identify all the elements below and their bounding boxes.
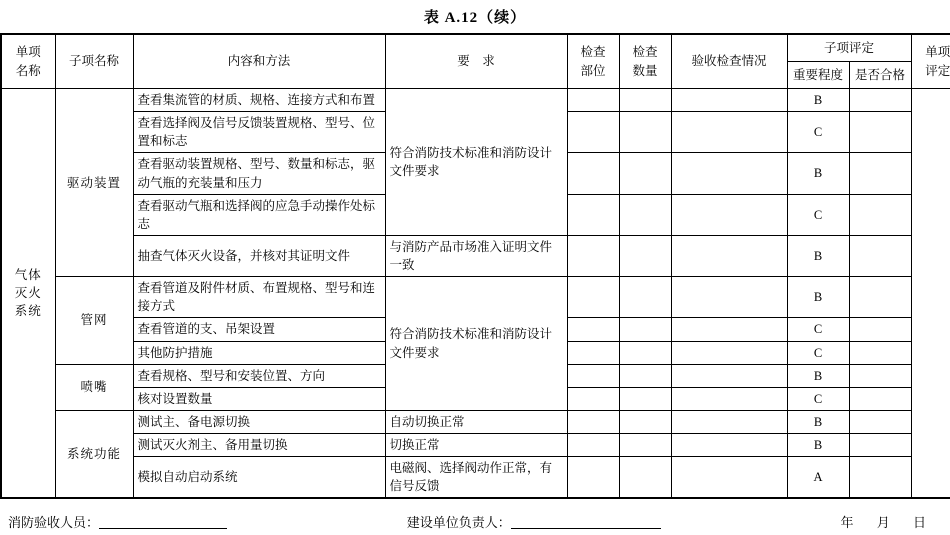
requirement-cell: 电磁阀、选择阀动作正常，有信号反馈 xyxy=(385,457,567,499)
importance-grade-cell: A xyxy=(787,457,849,499)
qualified-cell[interactable] xyxy=(849,364,911,387)
importance-grade-cell: C xyxy=(787,387,849,410)
acceptance-status-cell[interactable] xyxy=(671,410,787,433)
date-label: 年 月 日 xyxy=(840,515,936,530)
header-accept-status: 验收检查情况 xyxy=(671,34,787,89)
check-part-cell[interactable] xyxy=(567,277,619,318)
check-quantity-cell[interactable] xyxy=(619,434,671,457)
table-row xyxy=(1,89,950,112)
table-row xyxy=(1,410,950,433)
qualified-cell[interactable] xyxy=(849,341,911,364)
table-row xyxy=(1,434,950,457)
unit-leader-field xyxy=(407,512,661,531)
qualified-cell[interactable] xyxy=(849,457,911,499)
acceptance-status-cell[interactable] xyxy=(671,277,787,318)
check-part-cell[interactable] xyxy=(567,112,619,153)
unit-leader-signature-line[interactable] xyxy=(511,515,661,529)
acceptance-status-cell[interactable] xyxy=(671,112,787,153)
qualified-cell[interactable] xyxy=(849,194,911,235)
page-title: 表 A.12（续） xyxy=(423,10,527,26)
check-part-cell[interactable] xyxy=(567,364,619,387)
acceptance-status-cell[interactable] xyxy=(671,457,787,499)
header-qualified: 是否合格 xyxy=(849,62,911,89)
check-part-cell[interactable] xyxy=(567,318,619,341)
check-part-cell[interactable] xyxy=(567,457,619,499)
acceptance-status-cell[interactable] xyxy=(671,364,787,387)
qualified-cell[interactable] xyxy=(849,387,911,410)
requirement-cell: 符合消防技术标准和消防设计文件要求 xyxy=(385,89,567,236)
unit-leader-label: 建设单位负责人： xyxy=(406,515,511,530)
importance-grade-cell: B xyxy=(787,364,849,387)
content-method-cell: 查看集流管的材质、规格、连接方式和布置 xyxy=(133,89,385,112)
header-check-qty: 检查 数量 xyxy=(619,34,671,89)
importance-grade-cell: B xyxy=(787,153,849,194)
header-sub-name: 子项名称 xyxy=(55,34,133,89)
importance-grade-cell: C xyxy=(787,341,849,364)
qualified-cell[interactable] xyxy=(849,318,911,341)
check-part-cell[interactable] xyxy=(567,89,619,112)
header-importance: 重要程度 xyxy=(787,62,849,89)
check-part-cell[interactable] xyxy=(567,235,619,276)
check-quantity-cell[interactable] xyxy=(619,112,671,153)
check-quantity-cell[interactable] xyxy=(619,277,671,318)
header-requirement: 要 求 xyxy=(385,34,567,89)
header-item-name: 单项 名称 xyxy=(1,34,55,89)
check-part-cell[interactable] xyxy=(567,341,619,364)
requirement-cell: 切换正常 xyxy=(385,434,567,457)
check-part-cell[interactable] xyxy=(567,387,619,410)
requirement-cell: 自动切换正常 xyxy=(385,410,567,433)
check-quantity-cell[interactable] xyxy=(619,194,671,235)
qualified-cell[interactable] xyxy=(849,235,911,276)
table-row xyxy=(1,235,950,276)
header-check-part: 检查 部位 xyxy=(567,34,619,89)
sub-item-name-cell: 喷嘴 xyxy=(55,364,133,410)
header-item-eval: 单项 评定 xyxy=(911,34,950,89)
check-quantity-cell[interactable] xyxy=(619,410,671,433)
inspector-field xyxy=(8,512,227,531)
content-method-cell: 查看管道的支、吊架设置 xyxy=(133,318,385,341)
check-quantity-cell[interactable] xyxy=(619,235,671,276)
content-method-cell: 抽查气体灭火设备，并核对其证明文件 xyxy=(133,235,385,276)
header-sub-eval: 子项评定 xyxy=(787,34,911,62)
acceptance-status-cell[interactable] xyxy=(671,194,787,235)
sub-item-name-cell: 系统功能 xyxy=(55,410,133,498)
check-quantity-cell[interactable] xyxy=(619,457,671,499)
item-name-cell: 气体 灭火 系统 xyxy=(1,89,55,499)
content-method-cell: 查看规格、型号和安装位置、方向 xyxy=(133,364,385,387)
check-part-cell[interactable] xyxy=(567,434,619,457)
check-quantity-cell[interactable] xyxy=(619,153,671,194)
acceptance-status-cell[interactable] xyxy=(671,153,787,194)
acceptance-status-cell[interactable] xyxy=(671,387,787,410)
check-part-cell[interactable] xyxy=(567,194,619,235)
content-method-cell: 查看选择阀及信号反馈装置规格、型号、位置和标志 xyxy=(133,112,385,153)
check-part-cell[interactable] xyxy=(567,410,619,433)
content-method-cell: 核对设置数量 xyxy=(133,387,385,410)
qualified-cell[interactable] xyxy=(849,89,911,112)
acceptance-status-cell[interactable] xyxy=(671,434,787,457)
qualified-cell[interactable] xyxy=(849,112,911,153)
check-quantity-cell[interactable] xyxy=(619,341,671,364)
content-method-cell: 查看管道及附件材质、布置规格、型号和连接方式 xyxy=(133,277,385,318)
importance-grade-cell: B xyxy=(787,434,849,457)
acceptance-status-cell[interactable] xyxy=(671,89,787,112)
item-evaluation-cell[interactable] xyxy=(911,89,950,499)
check-quantity-cell[interactable] xyxy=(619,387,671,410)
importance-grade-cell: C xyxy=(787,112,849,153)
importance-grade-cell: C xyxy=(787,194,849,235)
content-method-cell: 其他防护措施 xyxy=(133,341,385,364)
importance-grade-cell: B xyxy=(787,277,849,318)
acceptance-status-cell[interactable] xyxy=(671,318,787,341)
qualified-cell[interactable] xyxy=(849,434,911,457)
content-method-cell: 查看驱动装置规格、型号、数量和标志，驱动气瓶的充装量和压力 xyxy=(133,153,385,194)
importance-grade-cell: C xyxy=(787,318,849,341)
table-row xyxy=(1,457,950,499)
check-quantity-cell[interactable] xyxy=(619,364,671,387)
qualified-cell[interactable] xyxy=(849,277,911,318)
importance-grade-cell: B xyxy=(787,235,849,276)
sub-item-name-cell: 驱动装置 xyxy=(55,89,133,277)
acceptance-check-table xyxy=(0,33,950,499)
header-content: 内容和方法 xyxy=(133,34,385,89)
check-quantity-cell[interactable] xyxy=(619,318,671,341)
footer xyxy=(0,512,950,531)
acceptance-status-cell[interactable] xyxy=(671,341,787,364)
content-method-cell: 查看驱动气瓶和选择阀的应急手动操作处标志 xyxy=(133,194,385,235)
qualified-cell[interactable] xyxy=(849,153,911,194)
check-quantity-cell[interactable] xyxy=(619,89,671,112)
check-part-cell[interactable] xyxy=(567,153,619,194)
table-body xyxy=(1,89,950,499)
content-method-cell: 模拟自动启动系统 xyxy=(133,457,385,499)
importance-grade-cell: B xyxy=(787,410,849,433)
content-method-cell: 测试主、备电源切换 xyxy=(133,410,385,433)
inspector-signature-line[interactable] xyxy=(99,515,227,529)
acceptance-status-cell[interactable] xyxy=(671,235,787,276)
requirement-cell: 与消防产品市场准入证明文件一致 xyxy=(385,235,567,276)
sub-item-name-cell: 管网 xyxy=(55,277,133,365)
importance-grade-cell: B xyxy=(787,89,849,112)
content-method-cell: 测试灭火剂主、备用量切换 xyxy=(133,434,385,457)
inspector-label: 消防验收人员： xyxy=(8,515,100,530)
table-row xyxy=(1,277,950,318)
qualified-cell[interactable] xyxy=(849,410,911,433)
requirement-cell: 符合消防技术标准和消防设计文件要求 xyxy=(385,277,567,411)
